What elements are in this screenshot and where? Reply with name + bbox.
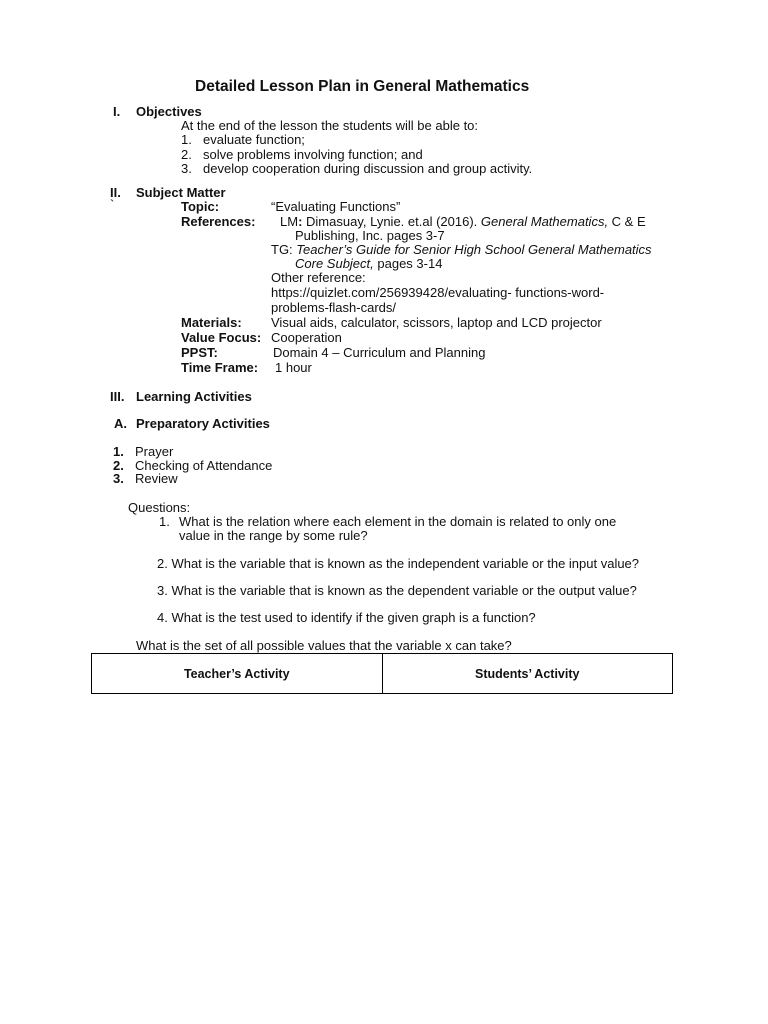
objectives-intro: At the end of the lesson the students will be able to:	[181, 118, 479, 133]
reference-lm-line2: Publishing, Inc. pages 3-7	[295, 228, 445, 243]
table-header-row	[92, 654, 673, 694]
subsection-letter-preparatory: A.	[114, 416, 127, 431]
preparatory-item-number: 3.	[113, 471, 124, 486]
page-title: Detailed Lesson Plan in General Mathematics	[195, 78, 530, 95]
reference-lm-authors: Dimasuay, Lynie. et.al (2016).	[302, 214, 481, 229]
value-focus-value: Cooperation	[271, 330, 342, 345]
preparatory-item-number: 1.	[113, 444, 124, 459]
materials-value: Visual aids, calculator, scissors, laptop and LCD projector	[271, 315, 602, 330]
reference-tg-title-cont: Core Subject,	[295, 256, 374, 271]
objective-text: solve problems involving function; and	[203, 147, 423, 162]
section-heading-learning-activities: Learning Activities	[136, 389, 252, 404]
reference-lm-rest: C & E	[608, 214, 646, 229]
time-frame-value: 1 hour	[275, 360, 312, 375]
ppst-value: Domain 4 – Curriculum and Planning	[273, 345, 486, 360]
value-focus-label: Value Focus:	[181, 330, 262, 345]
reference-lm-title: General Mathematics,	[480, 214, 609, 229]
stray-mark: `	[110, 197, 115, 212]
reference-lm-colon: :	[298, 214, 303, 229]
question-number: 1.	[159, 514, 170, 529]
objective-number: 1.	[181, 132, 192, 147]
question-text-cont: value in the range by some rule?	[179, 528, 368, 543]
subsection-heading-preparatory: Preparatory Activities	[136, 416, 270, 431]
section-numeral-objectives: I.	[113, 104, 121, 119]
question-text: 3. What is the variable that is known as the dependent variable or the output value?	[157, 583, 637, 598]
table-header-teacher: Teacher’s Activity	[92, 654, 383, 694]
question-text: 2. What is the variable that is known as the independent variable or the input value?	[157, 556, 640, 571]
reference-tg	[271, 242, 652, 257]
objective-text: develop cooperation during discussion and group activity.	[203, 161, 533, 176]
preparatory-item-number: 2.	[113, 458, 124, 473]
preparatory-item-text: Review	[135, 471, 178, 486]
references-label: References:	[181, 214, 256, 229]
preparatory-item-text: Checking of Attendance	[135, 458, 273, 473]
objective-number: 2.	[181, 147, 192, 162]
topic-value: “Evaluating Functions”	[271, 199, 401, 214]
ppst-label: PPST:	[181, 345, 218, 360]
objective-number: 3.	[181, 161, 192, 176]
question-extra: What is the set of all possible values that the variable x can take?	[136, 638, 512, 653]
section-heading-subject-matter: Subject Matter	[136, 185, 226, 200]
preparatory-item-text: Prayer	[135, 444, 174, 459]
time-frame-label: Time Frame:	[181, 360, 259, 375]
reference-lm-prefix: LM	[280, 214, 299, 229]
other-reference-label: Other reference:	[271, 270, 366, 285]
question-text: 4. What is the test used to identify if the given graph is a function?	[157, 610, 536, 625]
section-numeral-subject-matter: II.	[110, 185, 121, 200]
other-reference-url-cont: problems-flash-cards/	[271, 300, 396, 315]
table-header-students: Students’ Activity	[382, 654, 673, 694]
other-reference-url: https://quizlet.com/256939428/evaluating- functions-word-	[271, 285, 605, 300]
objective-text: evaluate function;	[203, 132, 305, 147]
questions-label: Questions:	[128, 500, 191, 515]
reference-tg-prefix: TG:	[271, 242, 297, 257]
reference-lm	[280, 214, 646, 229]
question-text: What is the relation where each element in the domain is related to only one	[179, 514, 617, 529]
section-numeral-learning-activities: III.	[110, 389, 125, 404]
activity-table	[91, 653, 673, 694]
reference-tg-title: Teacher’s Guide for Senior High School General Mathematics	[296, 242, 652, 257]
reference-tg-line2	[295, 256, 442, 271]
materials-label: Materials:	[181, 315, 242, 330]
topic-label: Topic:	[181, 199, 220, 214]
reference-tg-pages: pages 3-14	[373, 256, 443, 271]
section-heading-objectives: Objectives	[136, 104, 202, 119]
